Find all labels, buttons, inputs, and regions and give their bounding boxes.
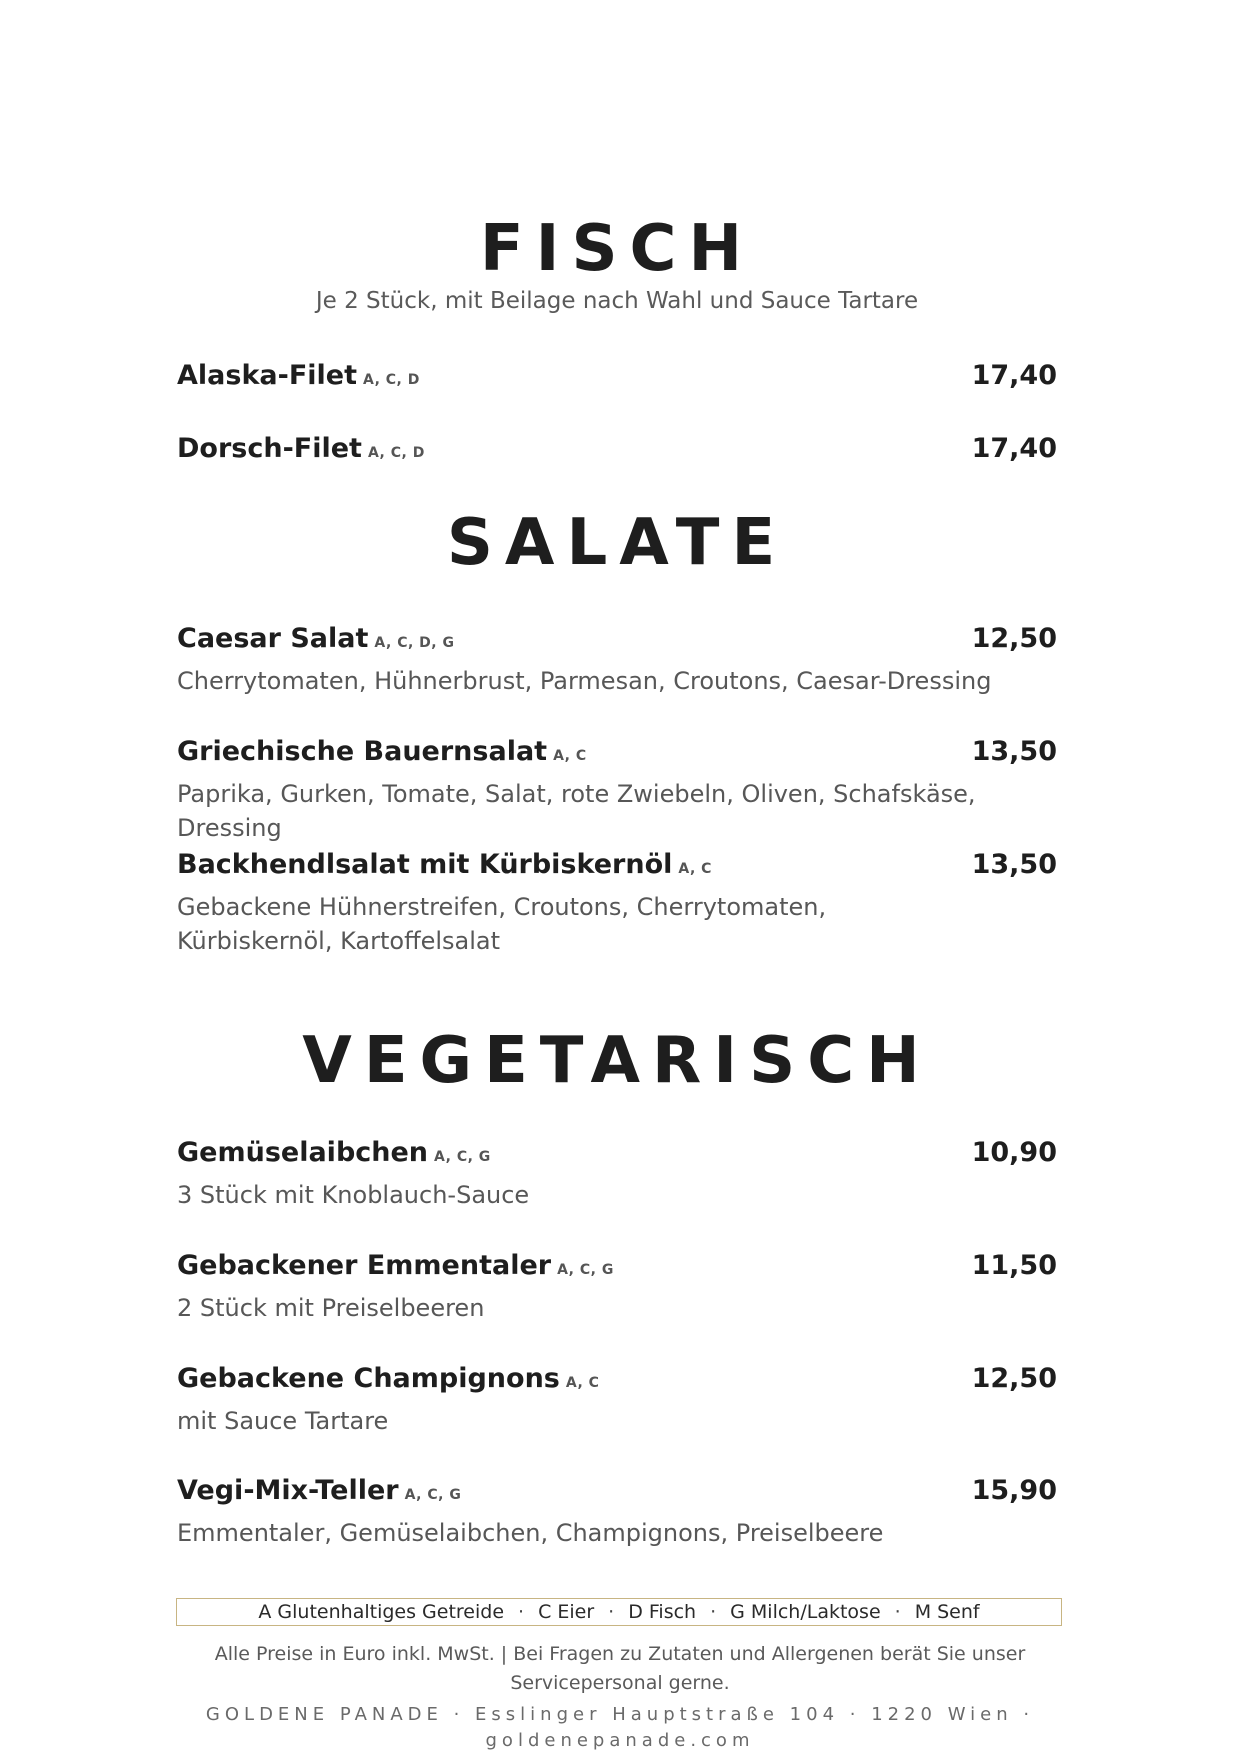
menu-item xyxy=(177,849,1057,958)
legend-item: D Fisch xyxy=(628,1601,697,1623)
item-price: 13,50 xyxy=(971,849,1057,880)
allergen-legend xyxy=(176,1598,1062,1626)
allergen-codes: A, C, D, G xyxy=(374,635,455,651)
item-description: 3 Stück mit Knoblauch-Sauce xyxy=(177,1181,530,1209)
allergen-codes: A, C xyxy=(565,1375,600,1391)
item-description: Emmentaler, Gemüselaibchen, Champignons, Preiselbeere xyxy=(177,1519,884,1547)
section-title-salate: SALATE xyxy=(446,506,788,580)
allergen-codes: A, C, D xyxy=(367,445,425,461)
menu-item xyxy=(177,736,1057,845)
allergen-codes: A, C xyxy=(678,861,712,877)
item-description: mit Sauce Tartare xyxy=(177,1407,389,1435)
menu-item xyxy=(177,1363,1057,1438)
legend-separator: · xyxy=(894,1601,901,1623)
legend-item: M Senf xyxy=(914,1601,980,1623)
item-price: 10,90 xyxy=(971,1137,1057,1168)
allergen-codes: A, C, G xyxy=(434,1149,491,1165)
item-name: Gemüselaibchen xyxy=(177,1137,429,1168)
menu-item xyxy=(177,1475,1057,1550)
item-name: Gebackene Champignons xyxy=(177,1363,560,1394)
item-description: Cherrytomaten, Hühnerbrust, Parmesan, Croutons, Caesar-Dressing xyxy=(177,667,992,695)
legend-separator: · xyxy=(710,1601,717,1623)
menu-item xyxy=(177,360,1057,391)
section-subtitle-fisch: Je 2 Stück, mit Beilage nach Wahl und Sauce Tartare xyxy=(315,288,919,314)
item-name: Caesar Salat xyxy=(177,623,369,654)
allergen-codes: A, C, G xyxy=(557,1262,614,1278)
item-name: Griechische Bauernsalat xyxy=(177,736,548,767)
menu-item xyxy=(177,433,1057,464)
item-name: Alaska-Filet xyxy=(177,360,357,391)
item-price: 12,50 xyxy=(971,623,1057,654)
price-note: Alle Preise in Euro inkl. MwSt. | Bei Fragen zu Zutaten und Allergenen berät Sie unser Servicepersonal gerne. xyxy=(214,1643,1026,1694)
item-price: 15,90 xyxy=(971,1475,1057,1506)
legend-separator: · xyxy=(608,1601,615,1623)
item-price: 17,40 xyxy=(971,360,1057,391)
item-description: Paprika, Gurken, Tomate, Salat, rote Zwiebeln, Oliven, Schafskäse, Dressing xyxy=(177,780,976,842)
item-name: Gebackener Emmentaler xyxy=(177,1250,552,1281)
item-name: Vegi-Mix-Teller xyxy=(177,1475,399,1506)
item-name: Dorsch-Filet xyxy=(177,433,362,464)
item-price: 13,50 xyxy=(971,736,1057,767)
item-price: 17,40 xyxy=(971,433,1057,464)
menu-item xyxy=(177,623,1057,698)
item-description: Gebackene Hühnerstreifen, Croutons, Cherrytomaten, Kürbiskernöl, Kartoffelsalat xyxy=(177,893,827,955)
item-description: 2 Stück mit Preiselbeeren xyxy=(177,1294,485,1322)
menu-item xyxy=(177,1250,1057,1325)
restaurant-info: GOLDENE PANADE · Esslinger Hauptstraße 104 · 1220 Wien · goldenepanade.com xyxy=(205,1704,1035,1751)
legend-separator: · xyxy=(518,1601,525,1623)
item-price: 11,50 xyxy=(971,1250,1057,1281)
allergen-codes: A, C, G xyxy=(404,1487,462,1503)
section-title-vegetarisch: VEGETARISCH xyxy=(302,1024,932,1098)
item-name: Backhendlsalat mit Kürbiskernöl xyxy=(177,849,673,880)
allergen-codes: A, C xyxy=(553,748,587,764)
allergen-codes: A, C, D xyxy=(363,372,420,388)
item-price: 12,50 xyxy=(971,1363,1057,1394)
menu-item xyxy=(177,1137,1057,1212)
legend-item: C Eier xyxy=(538,1601,595,1623)
section-title-fisch: FISCH xyxy=(479,212,755,286)
legend-item: G Milch/Laktose xyxy=(730,1601,881,1623)
legend-item: A Glutenhaltiges Getreide xyxy=(258,1601,505,1623)
